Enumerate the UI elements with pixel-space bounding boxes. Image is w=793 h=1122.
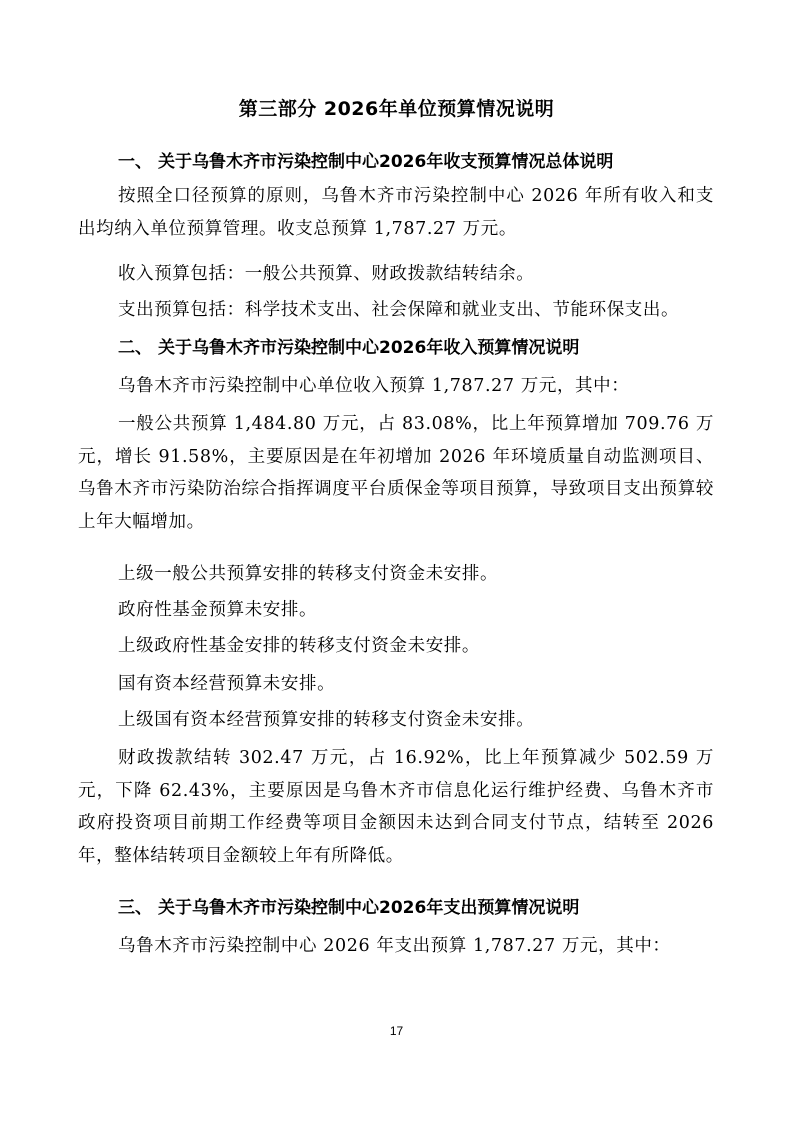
paragraph: 财政拨款结转 302.47 万元，占 16.92%，比上年预算减少 502.59 万元，下降 62.43%，主要原因是乌鲁木齐市信息化运行维护经费、乌鲁木齐市政府投资项目前期工作经费等项目金额因未达到合同支付节点，结转至 2026 年，整体结转项目金额较上年有所降低。	[78, 748, 714, 866]
paragraph: 乌鲁木齐市污染控制中心单位收入预算 1,787.27 万元，其中：	[118, 376, 630, 396]
paragraph: 按照全口径预算的原则，乌鲁木齐市污染控制中心 2026 年所有收入和支出均纳入单位预算管理。收支总预算 1,787.27 万元。	[78, 186, 714, 239]
section-heading-1	[118, 148, 718, 176]
section-heading-3	[118, 894, 718, 922]
paragraph: 政府性基金预算未安排。	[118, 600, 318, 620]
section-number: 三、	[118, 898, 152, 918]
section-heading-2	[118, 334, 718, 362]
paragraph: 乌鲁木齐市污染控制中心 2026 年支出预算 1,787.27 万元，其中：	[118, 936, 671, 956]
section-heading-text: 关于乌鲁木齐市污染控制中心2026年收支预算情况总体说明	[158, 152, 614, 172]
paragraph: 一般公共预算 1,484.80 万元，占 83.08%，比上年预算增加 709.76 万元，增长 91.58%，主要原因是在年初增加 2026 年环境质量自动监测项目、乌鲁木齐市污染防治综合指挥调度平台质保金等项目预算，导致项目支出预算较上年大幅增加。	[78, 414, 714, 532]
section-heading-text: 关于乌鲁木齐市污染控制中心2026年收入预算情况说明	[158, 338, 580, 358]
section-number: 一、	[118, 152, 152, 172]
paragraph: 上级国有资本经营预算安排的转移支付资金未安排。	[118, 710, 535, 730]
paragraph: 支出预算包括：科学技术支出、社会保障和就业支出、节能环保支出。	[118, 300, 680, 320]
section-heading-text: 关于乌鲁木齐市污染控制中心2026年支出预算情况说明	[158, 898, 580, 918]
page-number: 17	[389, 1024, 404, 1038]
paragraph: 上级政府性基金安排的转移支付资金未安排。	[118, 636, 480, 656]
section-number: 二、	[118, 338, 152, 358]
paragraph: 收入预算包括：一般公共预算、财政拨款结转结余。	[118, 264, 535, 284]
paragraph: 上级一般公共预算安排的转移支付资金未安排。	[118, 564, 499, 584]
page-title: 第三部分 2026年单位预算情况说明	[238, 98, 555, 120]
paragraph: 国有资本经营预算未安排。	[118, 674, 336, 694]
